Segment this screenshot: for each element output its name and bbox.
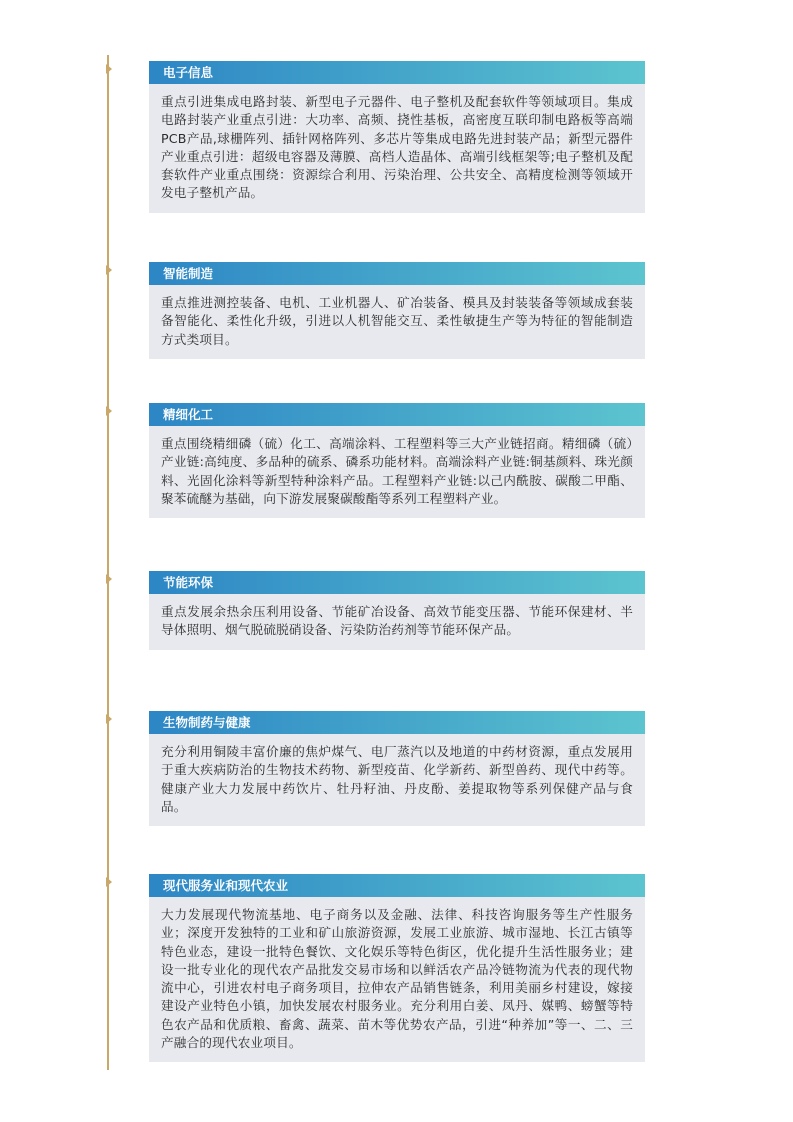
section-biopharma-health: [149, 711, 645, 826]
timeline-marker-icon: [106, 406, 112, 416]
timeline-line: [107, 55, 109, 1070]
section-electronics: [149, 61, 645, 213]
section-fine-chemicals: [149, 403, 645, 518]
timeline-marker-icon: [106, 574, 112, 584]
section-energy-saving: [149, 571, 645, 650]
section-body: 大力发展现代物流基地、电子商务以及金融、法律、科技咨询服务等生产性服务业；深度开发独特的工业和矿山旅游资源，发展工业旅游、城市湿地、长江古镇等特色业态，建设一批特色餐饮、文化娱乐等特色街区，优化提升生活性服务业；建设一批专业化的现代农产品批发交易市场和以鲜活农产品冷链物流为代表的现代物流中心，引进农村电子商务项目，拉伸农产品销售链条，利用美丽乡村建设，嫁接建设产业特色小镇，加快发展农村服务业。充分利用白姜、凤丹、媒鸭、螃蟹等特色农产品和优质粮、畜禽、蔬菜、苗木等优势农产品，引进“种养加”等一、二、三产融合的现代农业项目。: [149, 897, 645, 1062]
timeline-marker-icon: [106, 714, 112, 724]
section-body: 重点推进测控装备、电机、工业机器人、矿冶装备、模具及封装装备等领域成套装备智能化、柔性化升级，引进以人机智能交互、柔性敏捷生产等为特征的智能制造方式类项目。: [149, 285, 645, 359]
section-title: 智能制造: [149, 262, 645, 285]
section-smart-manufacturing: [149, 262, 645, 359]
section-title: 现代服务业和现代农业: [149, 874, 645, 897]
timeline-marker-icon: [106, 877, 112, 887]
section-title: 精细化工: [149, 403, 645, 426]
section-body: 重点围绕精细磷（硫）化工、高端涂料、工程塑料等三大产业链招商。精细磷（硫）产业链:高纯度、多品种的硫系、磷系功能材料。高端涂料产业链:铜基颜料、珠光颜料、光固化涂料等新型特种涂料产品。工程塑料产业链:以己内酰胺、碳酸二甲酯、聚苯硫醚为基础，向下游发展聚碳酸酯等系列工程塑料产业。: [149, 426, 645, 518]
section-body: 重点引进集成电路封装、新型电子元器件、电子整机及配套软件等领域项目。集成电路封装产业重点引进：大功率、高频、挠性基板，高密度互联印制电路板等高端PCB产品,球栅阵列、插针网格阵列、多芯片等集成电路先进封装产品；新型元器件产业重点引进：超级电容器及薄膜、高档人造晶体、高端引线框架等;电子整机及配套软件产业重点围绕：资源综合利用、污染治理、公共安全、高精度检测等领域开发电子整机产品。: [149, 84, 645, 213]
section-body: 充分利用铜陵丰富价廉的焦炉煤气、电厂蒸汽以及地道的中药材资源，重点发展用于重大疾病防治的生物技术药物、新型疫苗、化学新药、新型兽药、现代中药等。健康产业大力发展中药饮片、牡丹籽油、丹皮酚、姜提取物等系列保健产品与食品。: [149, 734, 645, 826]
section-title: 电子信息: [149, 61, 645, 84]
section-title: 生物制药与健康: [149, 711, 645, 734]
section-title: 节能环保: [149, 571, 645, 594]
section-services-agriculture: [149, 874, 645, 1062]
section-body: 重点发展余热余压利用设备、节能矿冶设备、高效节能变压器、节能环保建材、半导体照明、烟气脱硫脱硝设备、污染防治药剂等节能环保产品。: [149, 594, 645, 650]
timeline-marker-icon: [106, 64, 112, 74]
timeline-marker-icon: [106, 265, 112, 275]
